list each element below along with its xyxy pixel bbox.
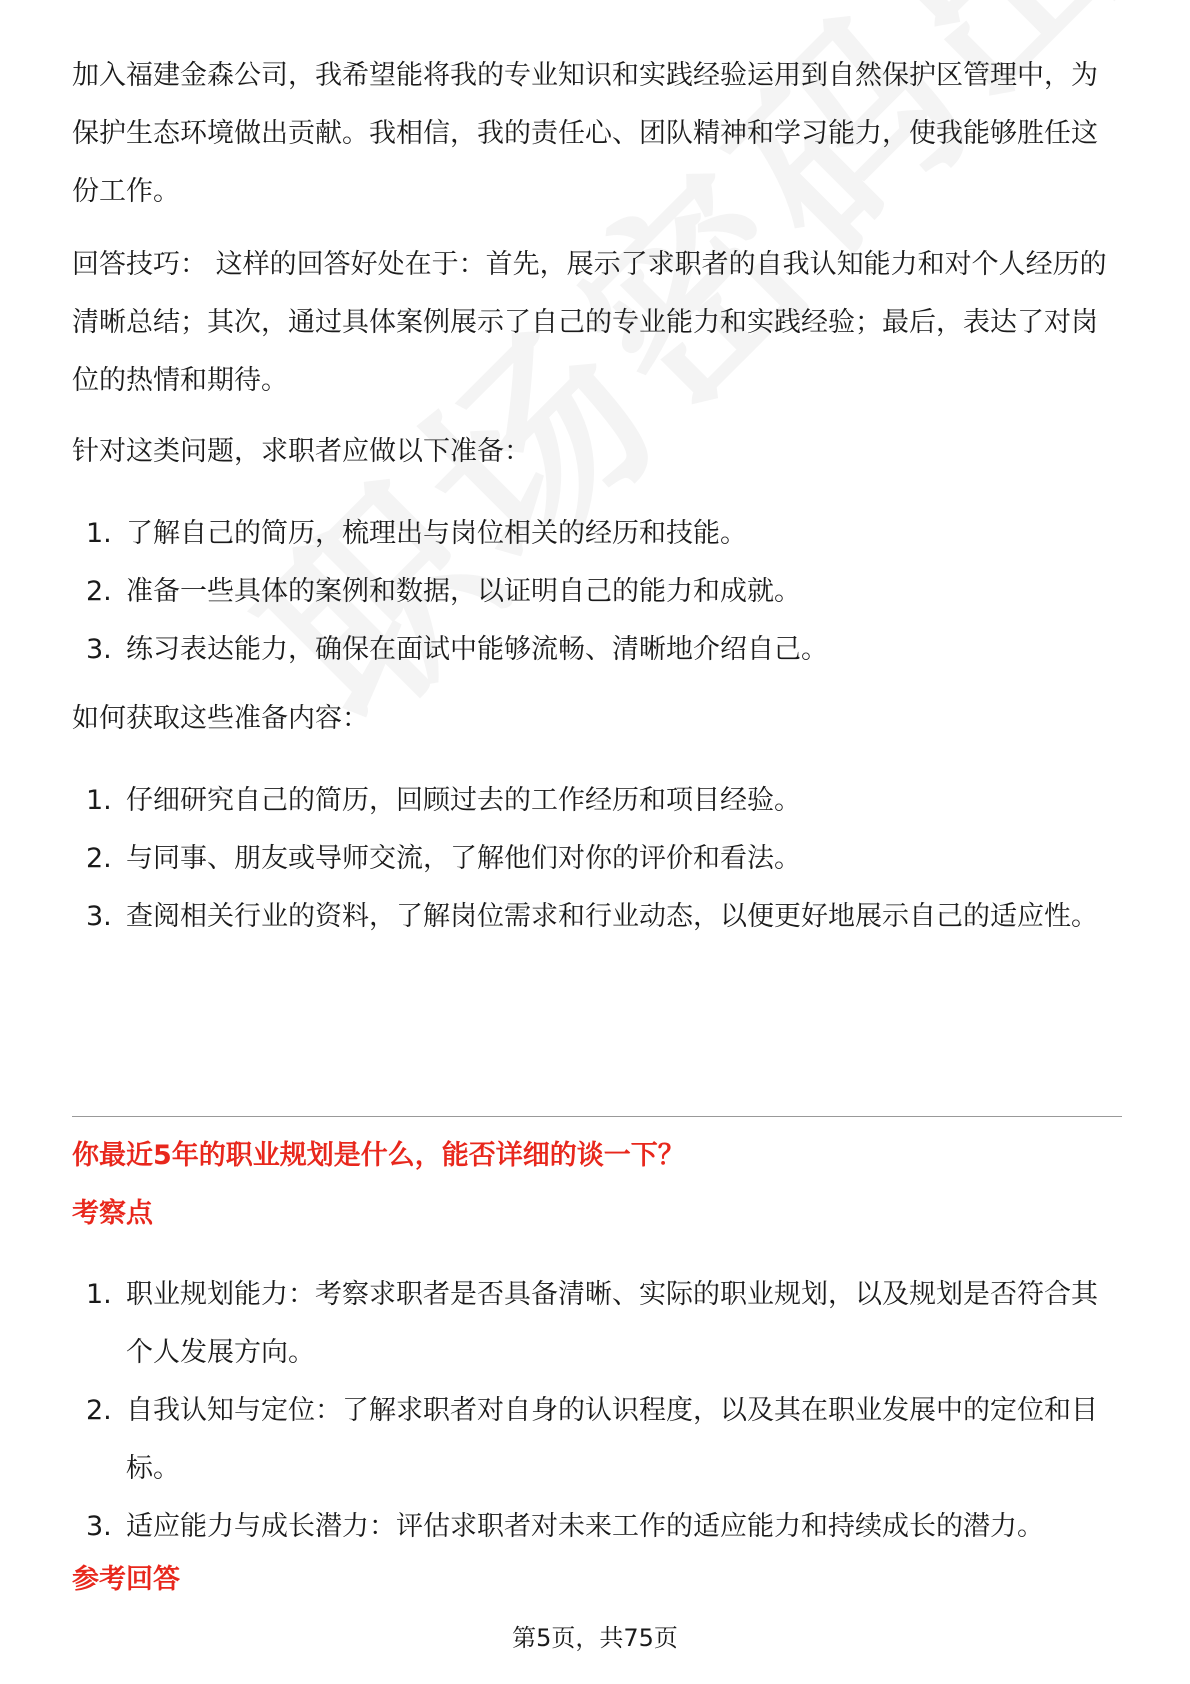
list-number: 3.: [86, 901, 112, 932]
list-item: [72, 563, 1122, 621]
list-item-text: 职业规划能力：考察求职者是否具备清晰、实际的职业规划，以及规划是否符合其个人发展方向。: [126, 1279, 1098, 1368]
focus-heading: 考察点: [72, 1198, 153, 1229]
intro-paragraph: 加入福建金森公司，我希望能将我的专业知识和实践经验运用到自然保护区管理中，为保护生态环境做出贡献。我相信，我的责任心、团队精神和学习能力，使我能够胜任这份工作。: [72, 60, 1098, 207]
list-item: [72, 1266, 1122, 1382]
list-item: [72, 772, 1122, 830]
list-number: 2.: [86, 843, 112, 874]
list-item-text: 自我认知与定位：了解求职者对自身的认识程度，以及其在职业发展中的定位和目标。: [126, 1395, 1098, 1484]
tip-paragraph: 回答技巧： 这样的回答好处在于：首先，展示了求职者的自我认知能力和对个人经历的清晰总结；其次，通过具体案例展示了自己的专业能力和实践经验；最后，表达了对岗位的热情和期待。: [72, 249, 1107, 396]
list-item-text: 准备一些具体的案例和数据，以证明自己的能力和成就。: [126, 576, 801, 607]
obtain-heading: 如何获取这些准备内容：: [72, 703, 369, 734]
list-number: 2.: [86, 1395, 112, 1426]
section-divider: [72, 1116, 1122, 1117]
list-item: [72, 1382, 1122, 1498]
reference-heading: 参考回答: [72, 1564, 180, 1595]
list-number: 1.: [86, 1279, 112, 1310]
page-footer: 第5页，共75页: [512, 1624, 678, 1652]
list-number: 1.: [86, 518, 112, 549]
list-number: 2.: [86, 576, 112, 607]
list-item-text: 与同事、朋友或导师交流，了解他们对你的评价和看法。: [126, 843, 801, 874]
question-heading: 你最近5年的职业规划是什么，能否详细的谈一下？: [72, 1140, 685, 1171]
list-item-text: 适应能力与成长潜力：评估求职者对未来工作的适应能力和持续成长的潜力。: [126, 1511, 1044, 1542]
list-number: 3.: [86, 1511, 112, 1542]
list-item: [72, 830, 1122, 888]
list-number: 1.: [86, 785, 112, 816]
obtain-list: [72, 772, 1122, 946]
list-item-text: 查阅相关行业的资料，了解岗位需求和行业动态，以便更好地展示自己的适应性。: [126, 901, 1098, 932]
list-item: [72, 621, 1122, 679]
list-number: 3.: [86, 634, 112, 665]
focus-list: [72, 1266, 1122, 1556]
list-item: [72, 888, 1122, 946]
list-item-text: 练习表达能力，确保在面试中能够流畅、清晰地介绍自己。: [126, 634, 828, 665]
prep-heading: 针对这类问题，求职者应做以下准备：: [72, 436, 531, 467]
prep-list: [72, 505, 1122, 679]
list-item: [72, 505, 1122, 563]
list-item-text: 了解自己的简历，梳理出与岗位相关的经历和技能。: [126, 518, 747, 549]
list-item-text: 仔细研究自己的简历，回顾过去的工作经历和项目经验。: [126, 785, 801, 816]
list-item: [72, 1498, 1122, 1556]
